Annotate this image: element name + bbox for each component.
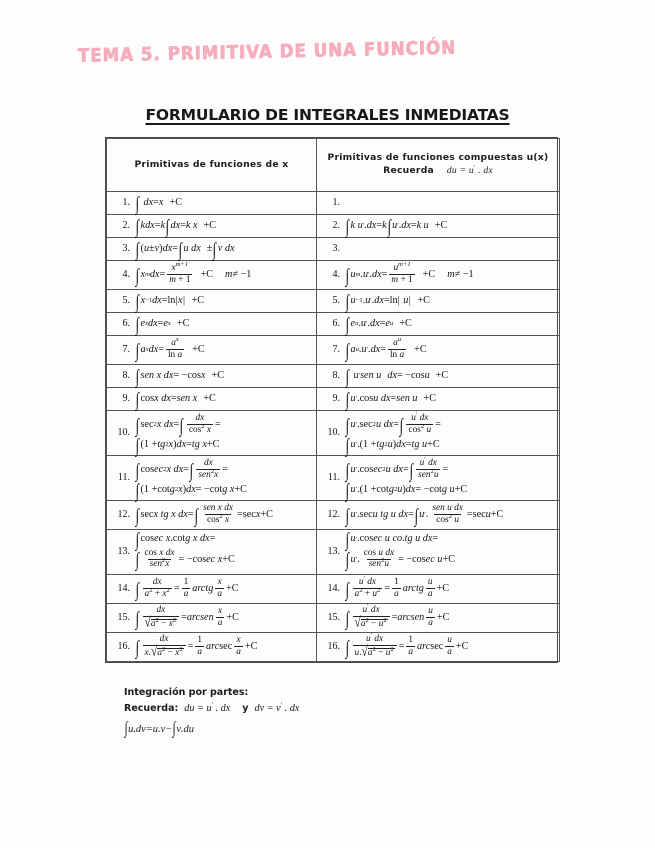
footer-recuerda-formula-1: du = u′ . dx: [184, 701, 231, 714]
cell-left-9: [107, 388, 317, 411]
cell-left-11: [107, 456, 317, 501]
cell-left-13: [107, 530, 317, 575]
cell-left-6: [107, 313, 317, 336]
header-left-label: Primitivas de funciones de x: [134, 159, 289, 171]
cell-right-13: [317, 530, 560, 575]
formula-left-2: ∫ k dx = k ∫ dx = k x + C: [135, 214, 217, 238]
formula-left-3: ∫ ( u ± v ) dx = ∫ u dx ± ∫ v dx: [135, 237, 235, 261]
table-row: [107, 192, 560, 215]
row-number-left-10: 10.: [117, 426, 130, 438]
page-title: FORMULARIO DE INTEGRALES INMEDIATAS: [145, 106, 510, 124]
row-number-left-13: 13.: [117, 545, 130, 557]
row-number-right-2: 2.: [332, 219, 340, 231]
row-number-left-5: 5.: [122, 294, 130, 306]
row-number-left-14: 14.: [117, 582, 130, 594]
cell-right-1: [317, 192, 560, 215]
table-row: [107, 501, 560, 530]
cell-left-12: [107, 501, 317, 530]
footer-recuerda-line: [124, 701, 299, 717]
row-number-right-4: 4.: [332, 268, 340, 280]
formula-right-11a: ∫ u ′ . cos ec 2 u dx = ∫ $\frac{u' dx}{sen^2u}$ =: [345, 455, 449, 482]
cell-left-5: [107, 290, 317, 313]
cell-left-2: [107, 215, 317, 238]
cell-right-2: [317, 215, 560, 238]
cell-left-16: [107, 633, 317, 662]
formula-left-5: ∫ x −1 dx = ln |x| + C: [135, 289, 205, 313]
header-cell-left: [107, 139, 317, 192]
cell-right-16: [317, 633, 560, 662]
table-row: [107, 238, 560, 261]
formula-left-7: ∫ a x dx = $\frac{a^x}{\text{ln a}}$ + C: [135, 335, 205, 362]
formula-left-15: ∫ dx √ $a^2 - x^2$ = arcsen $\frac{x}{a}$ + C: [135, 604, 239, 630]
formula-right-4: ∫ u m . u ′ . dx = $\frac{u^{m+1}}{m + 1}$ + C m ≠ −1: [345, 260, 474, 287]
row-number-right-14: 14.: [327, 582, 340, 594]
row-number-right-1: 1.: [332, 196, 340, 208]
table-row: [107, 336, 560, 365]
row-number-left-3: 3.: [122, 242, 130, 254]
table-row: [107, 388, 560, 411]
cell-right-7: [317, 336, 560, 365]
cell-left-14: [107, 575, 317, 604]
row-number-left-2: 2.: [122, 219, 130, 231]
table-header-row: [107, 139, 560, 192]
row-number-right-13: 13.: [327, 545, 340, 557]
formula-left-6: ∫ e x dx = e x + C: [135, 312, 190, 336]
row-number-left-11: 11.: [117, 471, 130, 483]
table-row: [107, 261, 560, 290]
row-number-left-8: 8.: [122, 369, 130, 381]
row-number-left-12: 12.: [117, 508, 130, 520]
cell-right-8: [317, 365, 560, 388]
formula-right-12: ∫ u ′ . sec u tg u dx = ∫ u ′ . $\frac{\text{sen u dx}}{\cos^2 u}$ = sec u + C: [345, 502, 504, 527]
formula-left-8: ∫ sen x dx = − cos x + C: [135, 364, 225, 388]
cell-left-4: [107, 261, 317, 290]
row-number-left-1: 1.: [122, 196, 130, 208]
row-number-right-9: 9.: [332, 392, 340, 404]
formula-right-13a: ∫ u ′ . cos ec u co . tg u dx =: [345, 528, 439, 551]
cell-left-1: [107, 192, 317, 215]
row-number-right-3: 3.: [332, 242, 340, 254]
table-row: [107, 633, 560, 662]
row-number-left-7: 7.: [122, 343, 130, 355]
footer-recuerda-formula-2: dv = v′ . dx: [254, 701, 300, 714]
header-right-line2: [323, 164, 553, 179]
formula-right-10a: ∫ u ′ . sec 2 u dx = ∫ $\frac{u' dx}{\cos^2 u}$ =: [345, 410, 441, 437]
formula-left-10b: ∫ (1 + tg 2 x ) dx = tg x + C: [135, 434, 220, 457]
formula-left-11a: ∫ cos ec 2 x dx = ∫ $\frac{dx}{sen^2x}$ =: [135, 457, 229, 482]
formula-right-10b: ∫ u ′ .(1 + tg 2 u ) dx = tg u + C: [345, 434, 440, 457]
table-row: [107, 365, 560, 388]
cell-right-12: [317, 501, 560, 530]
cell-right-3: [317, 238, 560, 261]
formula-left-14: ∫ $\frac{dx}{a^2 + x^2}$ = $\frac{1}{a}$ arctg $\frac{x}{a}$ + C: [135, 576, 239, 601]
cell-left-7: [107, 336, 317, 365]
formula-right-8: ∫ u ′ sen u dx = − cos u + C: [345, 364, 449, 388]
footer-recuerda-label: Recuerda:: [124, 702, 179, 714]
formula-left-12: ∫ sec x tg x dx = ∫ $\frac{\text{sen x dx}}{\cos^2 x}$ = sec x + C: [135, 502, 273, 527]
row-number-right-10: 10.: [327, 426, 340, 438]
cell-right-9: [317, 388, 560, 411]
cell-right-6: [317, 313, 560, 336]
table-row: [107, 604, 560, 633]
cell-left-10: [107, 411, 317, 456]
row-number-right-6: 6.: [332, 317, 340, 329]
table-row: [107, 411, 560, 456]
table-row: [107, 215, 560, 238]
table-row: [107, 575, 560, 604]
cell-right-5: [317, 290, 560, 313]
formula-left-9: ∫ cos x dx = sen x + C: [135, 387, 216, 411]
header-cell-right: [317, 139, 560, 192]
cell-left-8: [107, 365, 317, 388]
row-number-left-6: 6.: [122, 317, 130, 329]
row-number-left-16: 16.: [117, 640, 130, 652]
formula-right-6: ∫ e u . u ′ . dx = e u + C: [345, 312, 412, 336]
row-number-right-16: 16.: [327, 640, 340, 652]
formula-left-10a: ∫ sec 2 x dx = ∫ $\frac{dx}{\cos^2 x}$ =: [135, 412, 221, 437]
row-number-right-12: 12.: [327, 508, 340, 520]
formula-right-14: ∫ $\frac{u' dx}{a^2 + u^2}$ = $\frac{1}{a}$ arctg $\frac{u}{a}$ + C: [345, 574, 450, 601]
row-number-left-15: 15.: [117, 611, 130, 623]
formula-right-7: ∫ a u . u ′ . dx = $\frac{a^u}{\text{ln a}}$ + C: [345, 335, 427, 362]
header-right-line1: Primitivas de funciones compuestas u(x): [327, 151, 549, 163]
row-number-left-9: 9.: [122, 392, 130, 404]
row-number-right-7: 7.: [332, 343, 340, 355]
table-row: [107, 456, 560, 501]
table-row: [107, 313, 560, 336]
row-number-left-4: 4.: [122, 268, 130, 280]
cell-left-15: [107, 604, 317, 633]
cell-right-15: [317, 604, 560, 633]
integration-by-parts-block: [124, 686, 299, 740]
header-recuerda-label: Recuerda: [383, 165, 434, 177]
row-number-right-11: 11.: [327, 471, 340, 483]
handwritten-chapter-note: TEMA 5. PRIMITIVA DE UNA FUNCIÓN: [77, 36, 457, 67]
table-row: [107, 290, 560, 313]
integral-formula-table: [105, 137, 558, 663]
cell-right-11: [317, 456, 560, 501]
formula-right-15: ∫ u′ dx √ $a^2 - u^2$ = arcsen $\frac{u}{a}$ + C: [345, 602, 450, 630]
row-number-right-5: 5.: [332, 294, 340, 306]
cell-left-3: [107, 238, 317, 261]
table-row: [107, 530, 560, 575]
formula-left-13a: ∫ cos ec x . cot g x dx =: [135, 528, 216, 551]
row-number-right-8: 8.: [332, 369, 340, 381]
header-recuerda-formula: du = u′ . dx: [446, 164, 493, 177]
formula-right-2: ∫ k u ′ . dx = k ∫ u ′ . dx = k u + C: [345, 214, 448, 238]
cell-right-14: [317, 575, 560, 604]
formula-right-11b: ∫ u ′ .(1 + cot g 2 u ) dx = − cot g u + C: [345, 479, 468, 502]
footer-recuerda-conjunction: y: [242, 702, 249, 714]
formula-left-4: ∫ x m dx = $\frac{x^{m+1}}{m + 1}$ + C m ≠ −1: [135, 260, 252, 287]
formula-left-11b: ∫ (1 + cot g 2 x ) dx = − cot g x + C: [135, 479, 247, 502]
formula-left-13b: ∫ $\frac{\text{cos x dx}}{sen^2x}$ = − cos ec x + C: [135, 547, 235, 572]
cell-right-10: [317, 411, 560, 456]
formula-right-5: ∫ u −1 . u ′ . dx = ln | u| + C: [345, 289, 430, 313]
footer-parts-formula: ∫ u . dv = u . v − ∫ v . du: [124, 719, 194, 738]
formula-right-16: ∫ u′ dx u. √ $a^2 - u^2$ = $\frac{1}{a}$ arc sec $\frac{u}{a}$ + C: [345, 631, 469, 659]
footer-heading: Integración por partes:: [124, 687, 249, 698]
formula-right-9: ∫ u ′ . cos u dx = sen u + C: [345, 387, 437, 411]
row-number-right-15: 15.: [327, 611, 340, 623]
formula-left-16: ∫ dx x. √ $a^2 - x^2$ = $\frac{1}{a}$ arc sec $\frac{x}{a}$ + C: [135, 633, 258, 659]
formula-left-1: ∫ dx = x + C: [135, 191, 182, 215]
cell-right-4: [317, 261, 560, 290]
formula-right-13b: ∫ u ′ . $\frac{\text{cos u dx}}{sen^2u}$ = − cos ec u + C: [345, 547, 455, 572]
